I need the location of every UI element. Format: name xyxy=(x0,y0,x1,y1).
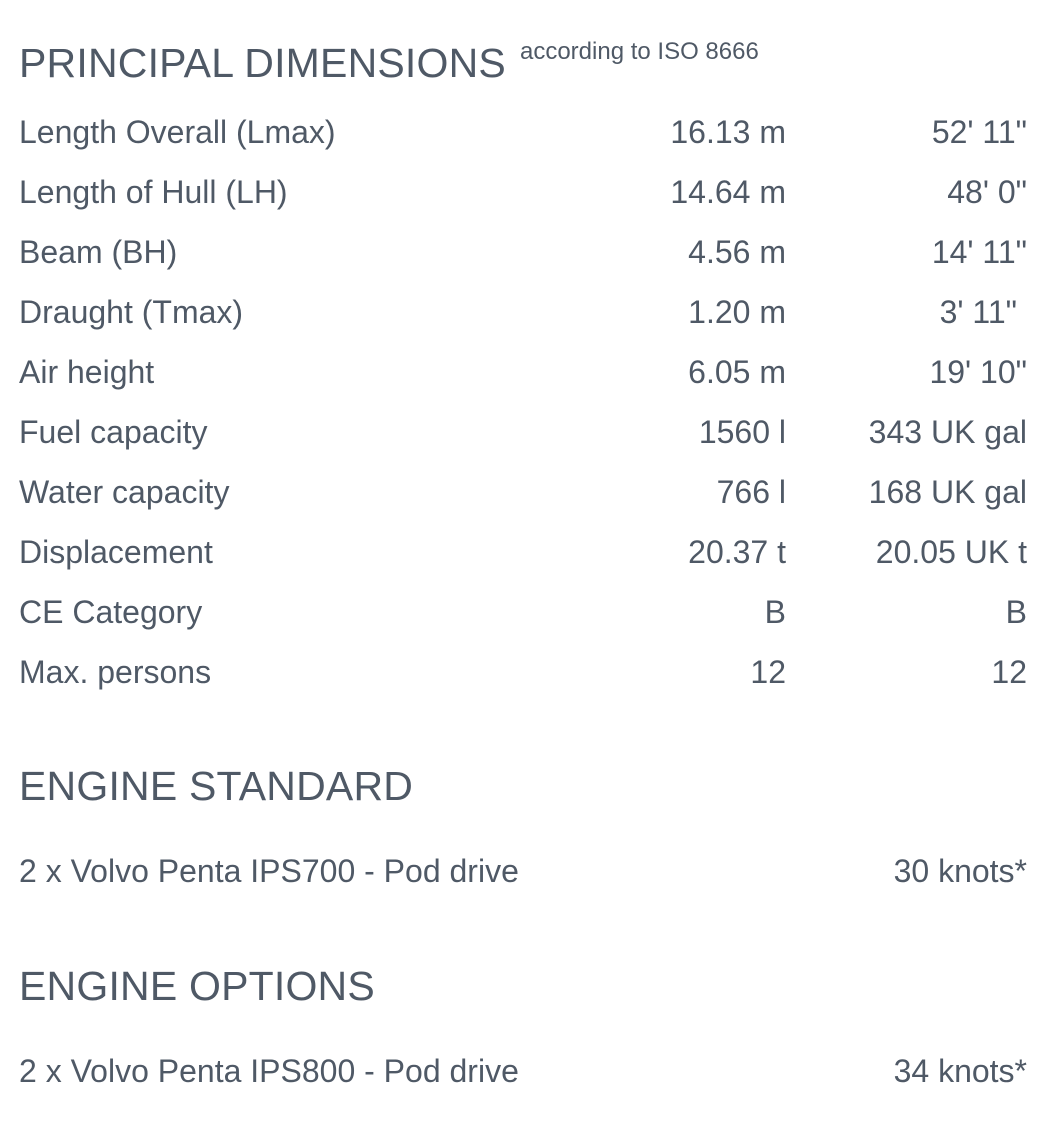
dimension-imperial-value: 48' 0" xyxy=(947,174,1027,210)
dimension-metric-value: 6.05 m xyxy=(688,354,786,390)
iso-standard-note: according to ISO 8666 xyxy=(519,38,759,65)
dimension-label: Max. persons xyxy=(19,654,212,690)
dimension-row xyxy=(19,102,1027,162)
engine-options-heading: ENGINE OPTIONS xyxy=(19,963,375,1009)
dimension-row xyxy=(19,282,1027,342)
engine-standard-speed: 30 knots* xyxy=(893,853,1027,889)
dimension-metric-value: 12 xyxy=(750,654,786,690)
engine-options-row xyxy=(19,1041,1027,1101)
dimension-label: Beam (BH) xyxy=(19,234,178,270)
dimension-label: Displacement xyxy=(19,534,213,570)
dimension-row xyxy=(19,402,1027,462)
dimension-row xyxy=(19,582,1027,642)
dimension-imperial-value: 12 xyxy=(991,654,1027,690)
dimension-row xyxy=(19,162,1027,222)
engine-option-speed: 34 knots* xyxy=(893,1053,1027,1089)
dimension-row xyxy=(19,522,1027,582)
dimension-imperial-value: 3' 11" xyxy=(939,294,1017,330)
dimension-metric-value: 4.56 m xyxy=(688,234,786,270)
dimension-metric-value: 766 l xyxy=(716,474,786,510)
dimension-imperial-value: 343 UK gal xyxy=(868,414,1027,450)
dimension-label: Water capacity xyxy=(19,474,230,510)
dimension-metric-value: 14.64 m xyxy=(670,174,786,210)
dimension-metric-value: 16.13 m xyxy=(670,114,786,150)
dimension-imperial-value: 19' 10" xyxy=(929,354,1027,390)
engine-standard-name: 2 x Volvo Penta IPS700 - Pod drive xyxy=(19,853,519,889)
dimension-row xyxy=(19,462,1027,522)
principal-dimensions-heading xyxy=(19,28,759,87)
engine-option-name: 2 x Volvo Penta IPS800 - Pod drive xyxy=(19,1053,519,1089)
dimension-label: Draught (Tmax) xyxy=(19,294,244,330)
dimension-imperial-value: 168 UK gal xyxy=(868,474,1027,510)
dimension-label: Length of Hull (LH) xyxy=(19,174,288,210)
principal-dimensions-title: PRINCIPAL DIMENSIONS xyxy=(19,40,506,86)
dimension-row xyxy=(19,222,1027,282)
engine-standard-heading: ENGINE STANDARD xyxy=(19,763,414,809)
dimension-label: Air height xyxy=(19,354,155,390)
dimension-metric-value: 1.20 m xyxy=(688,294,786,330)
dimension-imperial-value: 20.05 UK t xyxy=(875,534,1027,570)
dimension-label: CE Category xyxy=(19,594,203,630)
dimension-metric-value: 1560 l xyxy=(698,414,786,450)
dimension-row xyxy=(19,342,1027,402)
dimension-metric-value: B xyxy=(764,594,786,630)
dimension-imperial-value: 52' 11" xyxy=(931,114,1027,150)
dimension-imperial-value: B xyxy=(1005,594,1027,630)
dimension-label: Length Overall (Lmax) xyxy=(19,114,336,150)
dimension-label: Fuel capacity xyxy=(19,414,208,450)
engine-standard-row xyxy=(19,841,1027,901)
dimension-imperial-value: 14' 11" xyxy=(931,234,1027,270)
dimension-row xyxy=(19,642,1027,702)
dimensions-table xyxy=(19,102,1027,702)
dimension-metric-value: 20.37 t xyxy=(688,534,786,570)
